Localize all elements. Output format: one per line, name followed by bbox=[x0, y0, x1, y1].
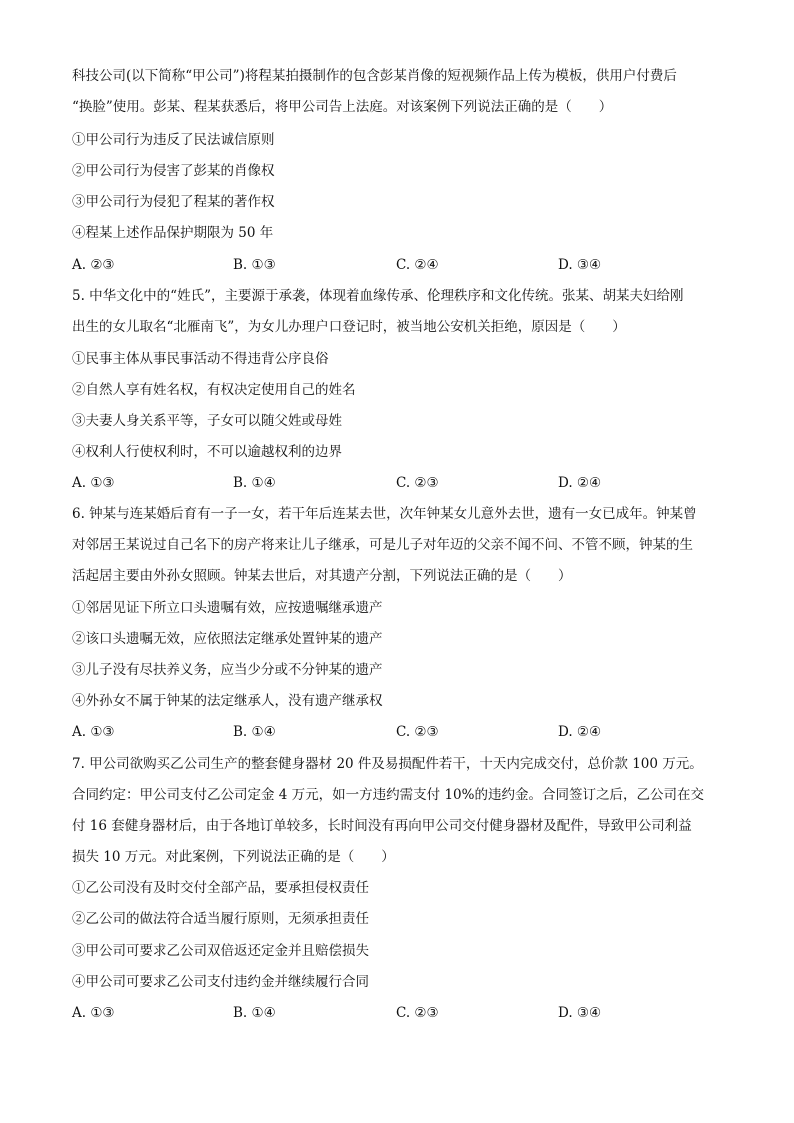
q7-option-c[interactable]: C. ②③ bbox=[396, 1005, 439, 1021]
q5-option-c[interactable]: C. ②③ bbox=[396, 475, 439, 491]
q4-stem-line-1: 科技公司(以下简称“甲公司”)将程某拍摄制作的包含彭某肖像的短视频作品上传为模板，供用户付费后 bbox=[72, 68, 677, 84]
q6-stem-line-2: 对邻居王某说过自己名下的房产将来让儿子继承，可是儿子对年迈的父亲不闻不问、不管不顾，钟某的生 bbox=[72, 537, 693, 553]
q5-stem-line-2: 出生的女儿取名“北雁南飞”，为女儿办理户口登记时，被当地公安机关拒绝，原因是（ ） bbox=[72, 319, 626, 335]
q7-stem-line-4: 损失 10 万元。对此案例，下列说法正确的是（ ） bbox=[72, 849, 395, 865]
q5-option-b[interactable]: B. ①④ bbox=[233, 475, 276, 491]
q4-item-2: ②甲公司行为侵害了彭某的肖像权 bbox=[72, 163, 275, 179]
q4-item-4: ④程某上述作品保护期限为 50 年 bbox=[72, 225, 274, 241]
q6-item-2: ②该口头遗嘱无效，应依照法定继承处置钟某的遗产 bbox=[72, 631, 383, 647]
q7-item-1: ①乙公司没有及时交付全部产品，要承担侵权责任 bbox=[72, 880, 369, 896]
q4-item-3: ③甲公司行为侵犯了程某的著作权 bbox=[72, 194, 275, 210]
q6-option-a[interactable]: A. ①③ bbox=[72, 724, 115, 740]
q4-option-d[interactable]: D. ③④ bbox=[558, 257, 602, 273]
q6-item-3: ③儿子没有尽扶养义务，应当少分或不分钟某的遗产 bbox=[72, 662, 383, 678]
q4-stem-line-2: “换脸”使用。彭某、程某获悉后，将甲公司告上法庭。对该案例下列说法正确的是（ ） bbox=[72, 99, 613, 115]
q7-stem-line-1: 7. 甲公司欲购买乙公司生产的整套健身器材 20 件及易损配件若干，十天内完成交付，总价款 100 万元。 bbox=[72, 756, 703, 772]
q5-item-2: ②自然人享有姓名权，有权决定使用自己的姓名 bbox=[72, 382, 356, 398]
q6-stem-line-1: 6. 钟某与连某婚后育有一子一女，若干年后连某去世，次年钟某女儿意外去世，遗有一女已成年。钟某曾 bbox=[72, 506, 697, 522]
q7-item-2: ②乙公司的做法符合适当履行原则，无须承担责任 bbox=[72, 911, 369, 927]
q7-item-3: ③甲公司可要求乙公司双倍返还定金并且赔偿损失 bbox=[72, 943, 369, 959]
q5-option-d[interactable]: D. ②④ bbox=[558, 475, 602, 491]
q4-option-b[interactable]: B. ①③ bbox=[233, 257, 276, 273]
q4-options bbox=[72, 256, 732, 274]
q5-options bbox=[72, 474, 732, 492]
q7-option-d[interactable]: D. ③④ bbox=[558, 1005, 602, 1021]
q4-option-c[interactable]: C. ②④ bbox=[396, 257, 439, 273]
q6-stem-line-3: 活起居主要由外孙女照顾。钟某去世后，对其遗产分割，下列说法正确的是（ ） bbox=[72, 568, 572, 584]
q5-item-3: ③夫妻人身关系平等，子女可以随父姓或母姓 bbox=[72, 413, 342, 429]
q6-option-c[interactable]: C. ②③ bbox=[396, 724, 439, 740]
q6-item-1: ①邻居见证下所立口头遗嘱有效，应按遗嘱继承遗产 bbox=[72, 600, 383, 616]
q6-option-b[interactable]: B. ①④ bbox=[233, 724, 276, 740]
q5-item-1: ①民事主体从事民事活动不得违背公序良俗 bbox=[72, 351, 329, 367]
q6-options bbox=[72, 723, 732, 741]
q7-options bbox=[72, 1004, 732, 1022]
q4-item-1: ①甲公司行为违反了民法诚信原则 bbox=[72, 132, 275, 148]
q5-option-a[interactable]: A. ①③ bbox=[72, 475, 115, 491]
q4-option-a[interactable]: A. ②③ bbox=[72, 257, 115, 273]
q7-option-b[interactable]: B. ①④ bbox=[233, 1005, 276, 1021]
q7-stem-line-2: 合同约定：甲公司支付乙公司定金 4 万元，如一方违约需支付 10%的违约金。合同签订之后，乙公司在交 bbox=[72, 787, 704, 803]
q7-stem-line-3: 付 16 套健身器材后，由于各地订单较多，长时间没有再向甲公司交付健身器材及配件，导致甲公司利益 bbox=[72, 818, 692, 834]
q7-option-a[interactable]: A. ①③ bbox=[72, 1005, 115, 1021]
q6-item-4: ④外孙女不属于钟某的法定继承人，没有遗产继承权 bbox=[72, 693, 383, 709]
q6-option-d[interactable]: D. ②④ bbox=[558, 724, 602, 740]
q5-item-4: ④权利人行使权利时，不可以逾越权利的边界 bbox=[72, 444, 342, 460]
q5-stem-line-1: 5. 中华文化中的“姓氏”，主要源于承袭，体现着血缘传承、伦理秩序和文化传统。张某、胡某夫妇给刚 bbox=[72, 288, 684, 304]
q7-item-4: ④甲公司可要求乙公司支付违约金并继续履行合同 bbox=[72, 974, 369, 990]
